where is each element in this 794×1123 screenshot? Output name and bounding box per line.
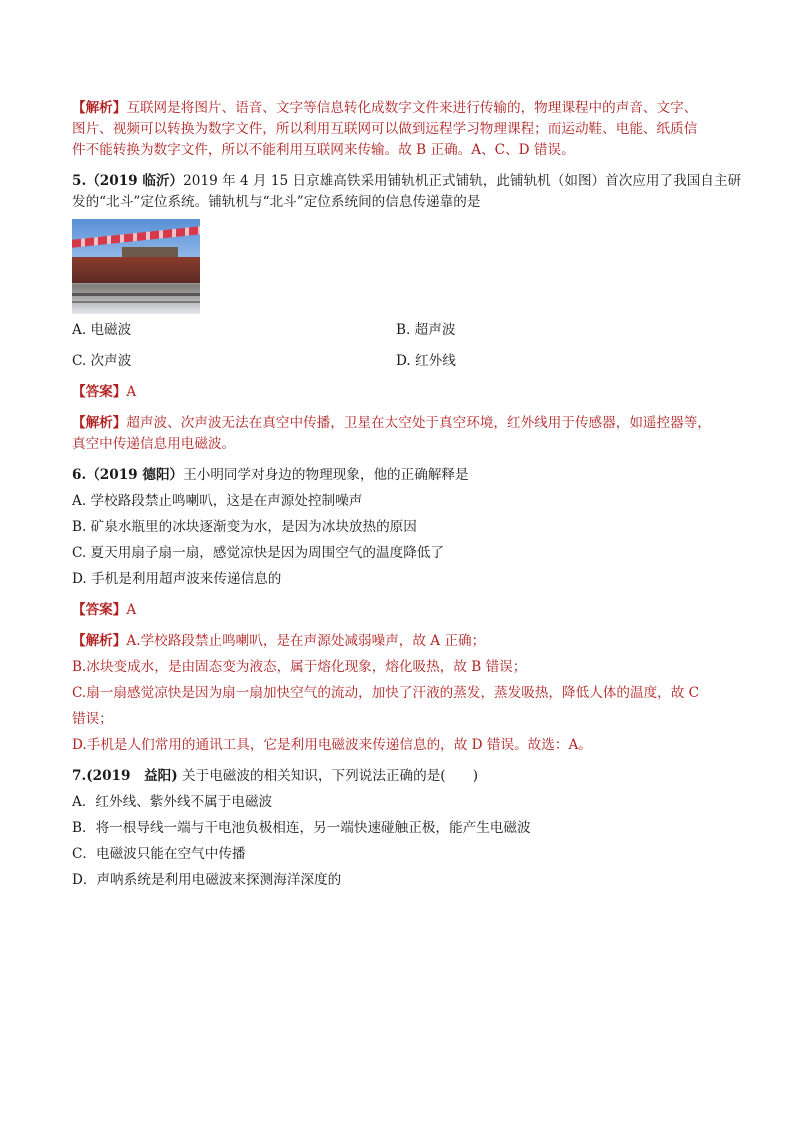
q5-answer: 【答案】A — [72, 384, 137, 400]
q5-options-row-1 — [72, 320, 724, 341]
q5-explanation-line-1: 【解析】超声波、次声波无法在真空中传播，卫星在太空处于真空环境，红外线用于传感器，如遥控器等， — [72, 415, 711, 431]
q4-explanation-line-2: 图片、视频可以转换为数字文件，所以利用互联网可以做到远程学习物理课程；而运动鞋、电能、纸质信 — [72, 121, 698, 137]
q6-answer: 【答案】A — [72, 602, 137, 618]
q6-explanation-line-1: 【解析】A.学校路段禁止鸣喇叭，是在声源处减弱噪声，故 A 正确； — [72, 633, 486, 649]
q4-explanation-line-3: 件不能转换为数字文件，所以不能利用互联网来传输。故 B 正确。A、C、D 错误。 — [72, 142, 575, 158]
q5-stem-line-1: 5.（2019 临沂）2019 年 4 月 15 日京雄高铁采用铺轨机正式铺轨，此铺轨机（如图）首次应用了我国自主研 — [72, 173, 742, 189]
q5-source: （2019 临沂） — [86, 173, 184, 189]
q5-stem-line-2: 发的“北斗”定位系统。铺轨机与“北斗”定位系统间的信息传递靠的是 — [72, 194, 481, 210]
q4-explanation-line-1: 【解析】互联网是将图片、语音、文字等信息转化成数字文件来进行传输的，物理课程中的声音、文字、 — [72, 100, 698, 116]
q5-option-d: D. 红外线 — [396, 353, 456, 369]
q6-explanation-line-4: 错误； — [72, 711, 113, 727]
q5-option-a: A. 电磁波 — [72, 322, 132, 338]
explanation-label: 【解析】 — [72, 633, 127, 649]
q5-option-b: B. 超声波 — [396, 322, 456, 338]
q6-option-a: A. 学校路段禁止鸣喇叭，这是在声源处控制噪声 — [72, 493, 363, 509]
q5-options-row-2 — [72, 351, 724, 372]
document-page — [72, 98, 742, 891]
answer-label: 【答案】 — [72, 384, 127, 400]
q7-option-b: B．将一根导线一端与干电池负极相连，另一端快速碰触正极，能产生电磁波 — [72, 820, 531, 836]
q7-option-a: A．红外线、紫外线不属于电磁波 — [72, 794, 273, 810]
q6-explanation-line-2: B.冰块变成水，是由固态变为液态，属于熔化现象，熔化吸热，故 B 错误； — [72, 659, 527, 675]
q6-number: 6. — [72, 467, 87, 483]
q6-source: （2019 德阳） — [86, 467, 184, 483]
q7-option-c: C．电磁波只能在空气中传播 — [72, 846, 246, 862]
q6-option-c: C. 夏天用扇子扇一扇，感觉凉快是因为周围空气的温度降低了 — [72, 545, 444, 561]
q5-option-c: C. 次声波 — [72, 353, 132, 369]
q7-stem: 7.(2019 益阳) 关于电磁波的相关知识，下列说法正确的是( ) — [72, 768, 479, 784]
q7-option-d: D．声呐系统是利用电磁波来探测海洋深度的 — [72, 872, 342, 888]
q6-option-d: D. 手机是利用超声波来传递信息的 — [72, 571, 282, 587]
q6-explanation-line-3: C.扇一扇感觉凉快是因为扇一扇加快空气的流动，加快了汗液的蒸发，蒸发吸热，降低人体的温度，故 C — [72, 685, 700, 701]
q6-option-b: B. 矿泉水瓶里的冰块逐渐变为水，是因为冰块放热的原因 — [72, 519, 417, 535]
explanation-label: 【解析】 — [72, 100, 127, 116]
q6-explanation-line-5: D.手机是人们常用的通讯工具，它是利用电磁波来传递信息的，故 D 错误。故选：A。 — [72, 737, 592, 753]
q7-number: 7. — [72, 768, 87, 784]
q7-source: (2019 益阳) — [86, 768, 178, 784]
q5-explanation-line-2: 真空中传递信息用电磁波。 — [72, 436, 236, 452]
track-laying-machine-photo — [72, 219, 200, 314]
explanation-label: 【解析】 — [72, 415, 127, 431]
q6-stem: 6.（2019 德阳）王小明同学对身边的物理现象，他的正确解释是 — [72, 467, 469, 483]
answer-label: 【答案】 — [72, 602, 127, 618]
q5-number: 5. — [72, 173, 87, 189]
